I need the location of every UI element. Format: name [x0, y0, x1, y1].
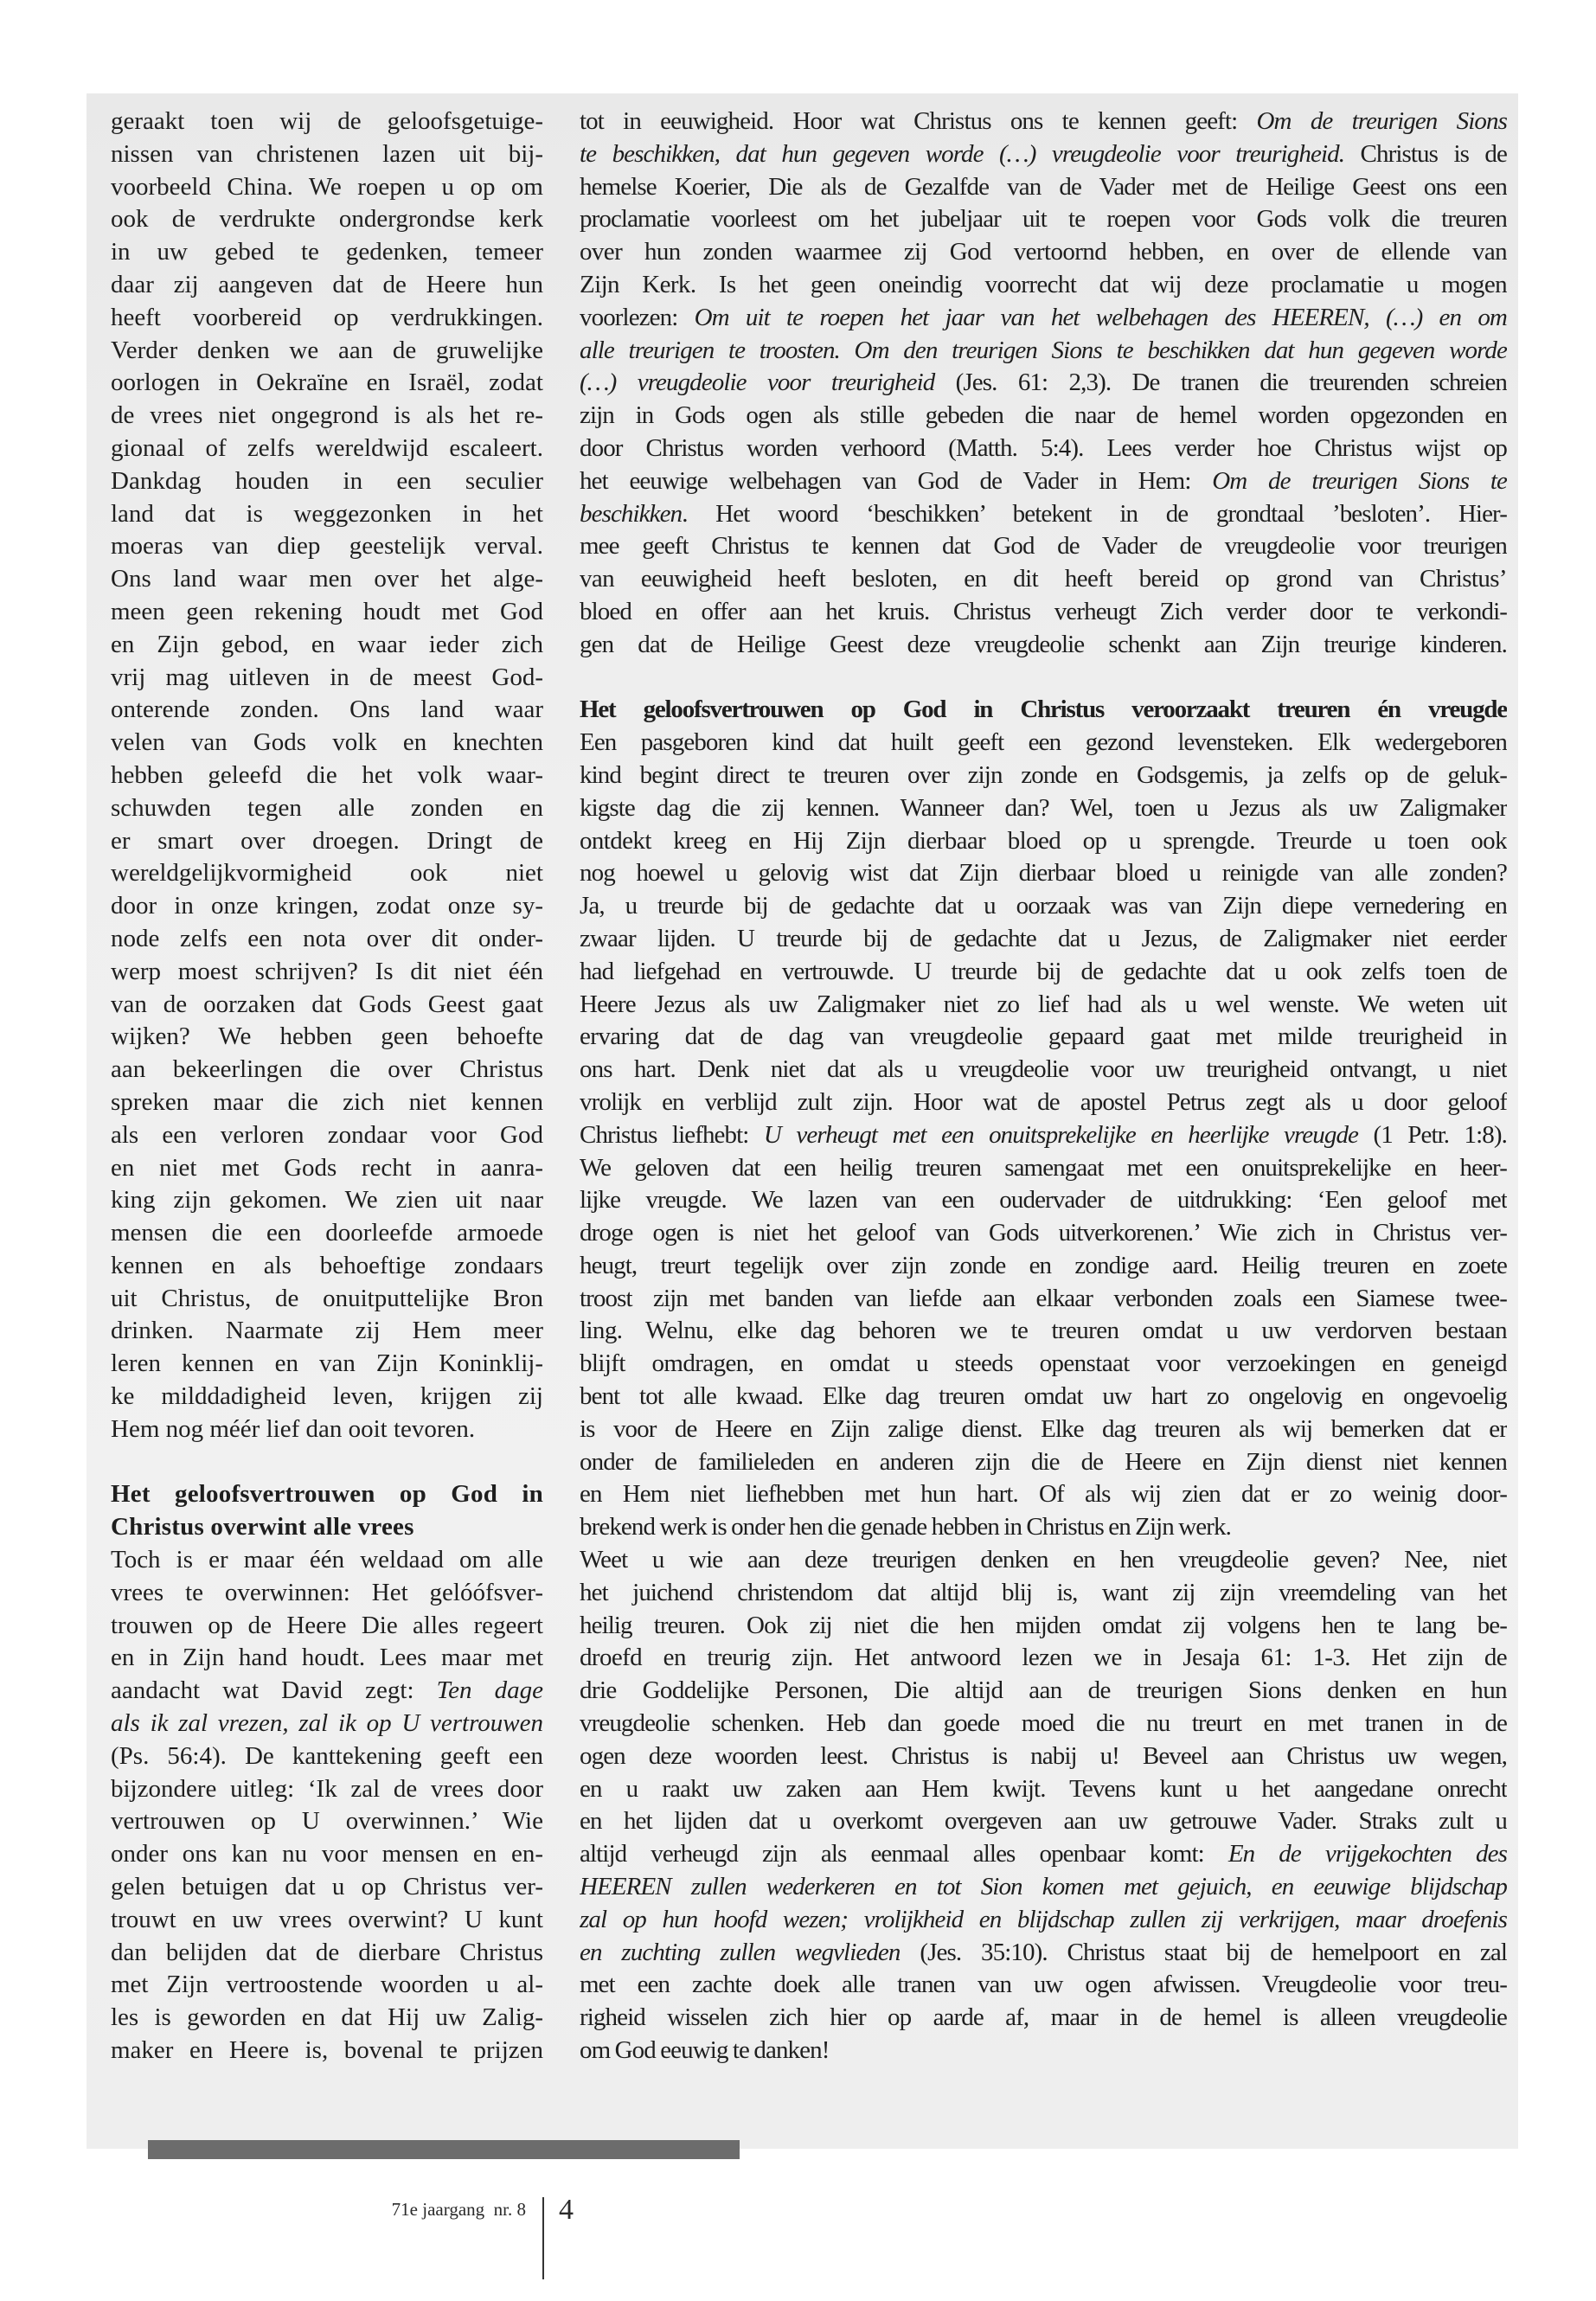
text-line: van de oorzaken dat Gods Geest gaat [111, 990, 543, 1018]
text-line: les is geworden en dat Hij uw Zalig- [111, 2003, 543, 2032]
text-line: met Zijn vertroostende woorden u al- [111, 1971, 543, 1999]
text-line: vrij mag uitleven in de meest God- [111, 663, 543, 691]
text-line: droefd en treurig zijn. Het antwoord lezen we in Jesaja 61: 1-3. Het zijn de [580, 1644, 1507, 1672]
text-line [580, 465, 1507, 498]
text-line: leren kennen en van Zijn Koninklij- [111, 1349, 543, 1378]
text-line: velen van Gods volk en knechten [111, 728, 543, 757]
text-run: . Het woord ‘beschikken’ betekent in de grondtaal ’besloten’. Hier- [682, 499, 1507, 528]
text-line: Hem nog méér lief dan ooit tevoren. [111, 1414, 476, 1443]
text-line [580, 1838, 1507, 1871]
right-paragraph-1 [580, 106, 1507, 662]
text-line: er smart over droegen. Dringt de [111, 826, 543, 855]
spacer [580, 662, 1507, 695]
text-line: heugt, treurt tegelijk over zijn zonde en zondige aard. Heilig treuren en zoete [580, 1251, 1507, 1279]
text-line: kennen en als behoeftige zondaars [111, 1251, 543, 1279]
text-line: nissen van christenen lazen uit bij- [111, 139, 543, 168]
text-line: daar zij aangeven dat de Heere hun [111, 270, 543, 298]
text-line: ke milddadigheid leven, krijgen zij [111, 1382, 543, 1411]
text-line: Ja, u treurde bij de gedachte dat u oorzaak was van Zijn diepe vernedering en [580, 892, 1507, 920]
heading-line: Het geloofsvertrouwen op God in [111, 1480, 543, 1509]
text-run: (Jes. 61: 2,3). De tranen die treurenden schreien [934, 369, 1507, 397]
text-line: en het lijden dat u overkomt overgeven aan uw getrouwe Vader. Straks zult u [580, 1807, 1507, 1836]
scripture-quote: alle treurigen te troosten. Om den treurigen Sions te beschikken dat hun gegeven worde [580, 336, 1507, 364]
text-line: hemelse Koerier, Die als de Gezalfde van de Vader met de Heilige Geest ons een [580, 172, 1507, 201]
section-heading-left [111, 1478, 543, 1544]
text-line [580, 138, 1507, 171]
text-line: het juichend christendom dat altijd blij is, want zij zijn vreemdeling van het [580, 1578, 1507, 1606]
scripture-quote: te beschikken, dat hun gegeven worde (…) vreugdeolie voor treurigheid. [580, 139, 1345, 168]
text-line: spreken maar die zich niet kennen [111, 1087, 543, 1116]
text-line: uit Christus, de onuitputtelijke Bron [111, 1284, 543, 1312]
text-run: Christus liefhebt: [580, 1120, 764, 1149]
text-line: ling. Welnu, elke dag behoren we te treuren omdat u uw verdorven bestaan [580, 1317, 1507, 1345]
text-line: ons hart. Denk niet dat als u vreugdeolie voor uw treurigheid ontvangt, u niet [580, 1055, 1507, 1084]
text-line: gelen betuigen dat u op Christus ver- [111, 1873, 543, 1901]
text-run: voorlezen: [580, 303, 695, 331]
text-line: Toch is er maar één weldaad om alle [111, 1546, 543, 1574]
text-run: (1 Petr. 1:8). [1358, 1120, 1507, 1149]
text-line: over hun zonden waarmee zij God vertoornd hebben, en over de ellende van [580, 238, 1507, 266]
text-line: wereldgelijkvormigheid ook niet [111, 859, 543, 888]
text-line: onder de familieleden en anderen zijn die de Heere en Zijn dienst niet kennen [580, 1447, 1507, 1476]
text-line: hebben geleefd die het volk waar- [111, 760, 543, 789]
text-line: als een verloren zondaar voor God [111, 1120, 543, 1149]
heading-line: Christus overwint alle vrees [111, 1513, 414, 1541]
text-line: node zelfs een nota over dit onder- [111, 924, 543, 952]
text-line: kind begint direct te treuren over zijn zonde en Godsgemis, ja zelfs op de geluk- [580, 760, 1507, 789]
text-line [580, 1904, 1507, 1937]
text-line [580, 1937, 1507, 1970]
text-line: proclamatie voorleest om het jubeljaar uit te roepen voor Gods volk die treuren [580, 205, 1507, 234]
text-line [580, 106, 1507, 138]
text-line: ogen deze woorden leest. Christus is nabij u! Beveel aan Christus uw wegen, [580, 1741, 1507, 1770]
text-line: Verder denken we aan de gruwelijke [111, 336, 543, 364]
scripture-quote: als ik zal vrezen, zal ik op U vertrouwen [111, 1709, 543, 1738]
text-line [111, 1708, 543, 1740]
text-line: had liefgehad en vertrouwde. U treurde bij de gedachte dat u ook zelfs toen de [580, 957, 1507, 985]
spacer [111, 1446, 543, 1479]
text-line: bent tot alle kwaad. Elke dag treuren omdat uw hart zo ongelovig en ongevoelig [580, 1382, 1507, 1411]
text-line: We geloven dat een heilig treuren samengaat met een onuitsprekelijke en heer- [580, 1153, 1507, 1182]
text-line: en Zijn gebod, en waar ieder zich [111, 630, 543, 658]
text-line: king zijn gekomen. We zien uit naar [111, 1186, 543, 1215]
text-line: righeid wisselen zich hier op aarde af, maar in de hemel is alleen vreugdeolie [580, 2003, 1507, 2032]
text-line: werp moest schrijven? Is dit niet één [111, 957, 543, 985]
text-line: en Hem niet liefhebben met hun hart. Of als wij zien dat er zo weinig door- [580, 1480, 1507, 1509]
text-line [580, 498, 1507, 531]
left-paragraph-2 [111, 1544, 543, 2067]
text-line: trouwen op de Heere Die alles regeert [111, 1611, 543, 1639]
page-number: 4 [559, 2194, 574, 2226]
text-run: aandacht wat David zegt: [111, 1676, 437, 1705]
text-line: dan belijden dat de dierbare Christus [111, 1938, 543, 1966]
text-line: aan bekeerlingen die over Christus [111, 1055, 543, 1084]
scripture-quote: HEEREN zullen wederkeren en tot Sion komen met gejuich, en eeuwige blijdschap [580, 1873, 1507, 1901]
text-line [580, 335, 1507, 368]
text-line: de vrees niet ongegrond is als het re- [111, 401, 543, 430]
text-line: land dat is weggezonken in het [111, 499, 543, 528]
text-line: door in onze kringen, zodat onze sy- [111, 892, 543, 920]
text-line [580, 1119, 1507, 1152]
text-line: nog hoewel u gelovig wist dat Zijn dierbaar bloed u reinigde van alle zonden? [580, 859, 1507, 888]
scripture-quote: En de vrijgekochten des [1227, 1840, 1507, 1868]
text-line: vrolijk en verblijd zult zijn. Hoor wat de apostel Petrus zegt als u door geloof [580, 1087, 1507, 1116]
text-line: (Ps. 56:4). De kanttekening geeft een [111, 1741, 543, 1770]
scripture-quote: Om de treurigen Sions [1256, 107, 1507, 135]
text-line: blijft omdragen, en omdat u steeds openstaat voor verzoekingen en geneigd [580, 1349, 1507, 1378]
text-line: zwaar lijden. U treurde bij de gedachte dat u Jezus, de Zaligmaker niet eerder [580, 924, 1507, 952]
text-line: is voor de Heere en Zijn zalige dienst. Elke dag treuren als wij bemerken dat er [580, 1414, 1507, 1443]
text-line: gen dat de Heilige Geest deze vreugdeolie schenkt aan Zijn treurige kinderen. [580, 630, 1507, 658]
text-run: het eeuwige welbehagen van God de Vader in Hem: [580, 466, 1213, 495]
text-line: droge ogen is niet het geloof van Gods uitverkorenen.’ Wie zich in Christus ver- [580, 1219, 1507, 1247]
text-run: tot in eeuwigheid. Hoor wat Christus ons te kennen geeft: [580, 107, 1257, 135]
text-line: ervaring dat de dag van vreugdeolie gepaard gaat met milde treurigheid in [580, 1022, 1507, 1051]
text-line: ontdekt kreeg en Hij Zijn dierbaar bloed op u sprengde. Treurde u toen ook [580, 826, 1507, 855]
text-line [111, 1675, 543, 1708]
text-line: bijzondere uitleg: ‘Ik zal de vrees door [111, 1774, 543, 1803]
text-line: drie Goddelijke Personen, Die altijd aan de treurigen Sions denken en hun [580, 1676, 1507, 1705]
text-run: altijd verheugd zijn als eenmaal alles openbaar komt: [580, 1840, 1228, 1868]
text-line: Een pasgeboren kind dat huilt geeft een gezond levensteken. Elk wedergeboren [580, 728, 1507, 757]
text-line: gionaal of zelfs wereldwijd escaleert. [111, 433, 543, 462]
text-line: heeft voorbereid op verdrukkingen. [111, 303, 543, 331]
text-line: en niet met Gods recht in aanra- [111, 1153, 543, 1182]
text-line: wijken? We hebben geen behoefte [111, 1022, 543, 1051]
right-paragraph-3 [580, 1544, 1507, 2067]
text-line: kigste dag die zij kennen. Wanneer dan? Wel, toen u Jezus als uw Zaligmaker [580, 793, 1507, 822]
text-line: maker en Heere is, bovenal te prijzen [111, 2036, 543, 2065]
scripture-quote: Om de treurigen Sions te [1212, 466, 1507, 495]
text-line: zijn in Gods ogen als stille gebeden die naar de hemel worden opgezonden en [580, 401, 1507, 430]
text-line: en in Zijn hand houdt. Lees maar met [111, 1644, 543, 1672]
scripture-quote: Ten dage [436, 1676, 543, 1705]
text-line: Weet u wie aan deze treurigen denken en hen vreugdeolie geven? Nee, niet [580, 1546, 1507, 1574]
text-line: en u raakt uw zaken aan Hem kwijt. Tevens kunt u het aangedane onrecht [580, 1774, 1507, 1803]
text-line: drinken. Naarmate zij Hem meer [111, 1317, 543, 1345]
scripture-quote: zal op hun hoofd wezen; vrolijkheid en blijdschap zullen zij verkrijgen, maar droefenis [580, 1905, 1507, 1933]
text-line: lijke vreugde. We lazen van een oudervader de uitdrukking: ‘Een geloof met [580, 1186, 1507, 1215]
scripture-quote: beschikken [580, 499, 683, 528]
text-line: door Christus worden verhoord (Matth. 5:4). Lees verder hoe Christus wijst op [580, 433, 1507, 462]
text-line: Zijn Kerk. Is het geen oneindig voorrecht dat wij deze proclamatie u mogen [580, 270, 1507, 298]
text-line: ook de verdrukte ondergrondse kerk [111, 205, 543, 234]
text-line: onterende zonden. Ons land waar [111, 695, 543, 724]
scripture-quote: U verheugt met een onuitsprekelijke en heerlijke vreugde [763, 1120, 1359, 1149]
scripture-quote: (…) vreugdeolie voor treurigheid [580, 369, 935, 397]
decorative-bar [148, 2140, 740, 2159]
right-column [580, 106, 1507, 2067]
text-line: met een zachte doek alle tranen van uw ogen afwissen. Vreugdeolie voor treu- [580, 1971, 1507, 1999]
text-line [580, 1871, 1507, 1904]
left-column [111, 106, 543, 2067]
footer-volume-issue: 71e jaargang nr. 8 [391, 2199, 526, 2220]
text-line: heilig treuren. Ook zij niet die hen mijden omdat zij volgens hen te lang be- [580, 1611, 1507, 1639]
text-line [580, 367, 1507, 400]
scripture-quote: en zuchting zullen wegvlieden [580, 1938, 901, 1966]
text-line: Heere Jezus als uw Zaligmaker niet zo lief had als u wel wenste. We weten uit [580, 990, 1507, 1018]
text-line: onder ons kan nu voor mensen en en- [111, 1840, 543, 1868]
text-line: vertrouwen op U overwinnen.’ Wie [111, 1807, 543, 1836]
text-line: mensen die een doorleefde armoede [111, 1219, 543, 1247]
text-line: moeras van diep geestelijk verval. [111, 532, 543, 561]
text-line: van eeuwigheid heeft besloten, en dit heeft bereid op grond van Christus’ [580, 565, 1507, 593]
text-line: Dankdag houden in een seculier [111, 466, 543, 495]
text-line: bloed en offer aan het kruis. Christus verheugt Zich verder door te verkondi- [580, 597, 1507, 625]
text-line: voorbeeld China. We roepen u op om [111, 172, 543, 201]
text-line: vreugdeolie schenken. Heb dan goede moed die nu treurt en met tranen in de [580, 1709, 1507, 1738]
text-line [580, 302, 1507, 335]
text-line: troost zijn met banden van liefde aan elkaar verbonden zoals een Siamese twee- [580, 1284, 1507, 1312]
text-run: Christus is de [1344, 139, 1507, 168]
text-line: geraakt toen wij de geloofsgetuige- [111, 107, 543, 135]
text-line: meen geen rekening houdt met God [111, 597, 543, 625]
text-line: schuwden tegen alle zonden en [111, 793, 543, 822]
text-line: om God eeuwig te danken! [580, 2036, 830, 2065]
text-line: Ons land waar men over het alge- [111, 565, 543, 593]
text-line: oorlogen in Oekraïne en Israël, zodat [111, 369, 543, 397]
left-paragraph-1 [111, 106, 543, 1446]
section-heading-right: Het geloofsvertrouwen op God in Christus veroorzaakt treuren én vreugde [580, 695, 1507, 724]
text-line: vrees te overwinnen: Het gelóófsver- [111, 1578, 543, 1606]
scripture-quote: Om uit te roepen het jaar van het welbehagen des HEEREN, (…) en om [694, 303, 1507, 331]
right-paragraph-2 [580, 727, 1507, 1544]
footer-divider [542, 2197, 544, 2279]
text-line: in uw gebed te gedenken, temeer [111, 238, 543, 266]
text-line: trouwt en uw vrees overwint? U kunt [111, 1905, 543, 1933]
text-line: mee geeft Christus te kennen dat God de Vader de vreugdeolie voor treurigen [580, 532, 1507, 561]
text-line: brekend werk is onder hen die genade hebben in Christus en Zijn werk. [580, 1513, 1231, 1541]
text-run: (Jes. 35:10). Christus staat bij de hemelpoort en zal [900, 1938, 1507, 1966]
